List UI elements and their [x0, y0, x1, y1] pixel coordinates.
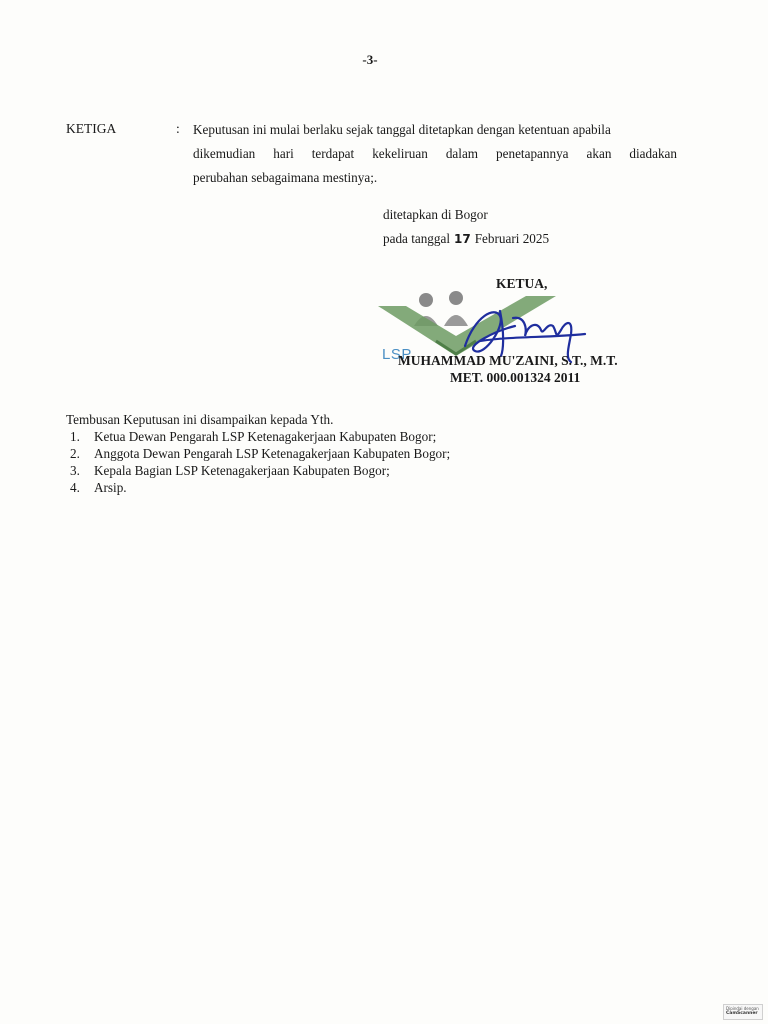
list-item	[70, 462, 450, 479]
list-item-number: 3.	[70, 463, 80, 478]
clause-line: perubahan sebagaimana mestinya;.	[193, 170, 378, 185]
signer-id: MET. 000.001324 2011	[450, 370, 581, 385]
cc-heading: Tembusan Keputusan ini disampaikan kepada Yth.	[66, 412, 334, 427]
clause-line: Keputusan ini mulai berlaku sejak tanggal ditetapkan dengan ketentuan apabila	[193, 122, 611, 137]
seal-text: LSP	[382, 346, 412, 363]
signer-title: KETUA,	[496, 276, 548, 291]
list-item	[70, 479, 450, 496]
clause-colon: :	[176, 121, 180, 136]
enactment-place: ditetapkan di Bogor	[383, 207, 488, 222]
clause-text	[193, 118, 677, 190]
scanner-badge	[723, 1004, 763, 1020]
date-prefix: pada tanggal	[383, 231, 451, 246]
date-rest: Februari 2025	[474, 231, 550, 246]
list-item-text: Ketua Dewan Pengarah LSP Ketenagakerjaan Kabupaten Bogor;	[94, 429, 437, 444]
date-day: 17	[454, 232, 471, 246]
cc-list	[70, 428, 450, 496]
clause-line: dikemudian hari terdapat kekeliruan dalam penetapannya akan diadakan	[193, 146, 677, 161]
list-item-text: Kepala Bagian LSP Ketenagakerjaan Kabupaten Bogor;	[94, 463, 390, 478]
list-item-number: 4.	[70, 480, 80, 495]
signer-name: MUHAMMAD MU'ZAINI, S.T., M.T.	[398, 353, 618, 368]
list-item-number: 1.	[70, 429, 80, 444]
list-item-text: Arsip.	[94, 480, 127, 495]
list-item-number: 2.	[70, 446, 80, 461]
clause-label: KETIGA	[66, 121, 117, 136]
scanner-badge-brand: CamScanner	[726, 1011, 758, 1016]
enactment-date	[383, 231, 549, 247]
list-item-text: Anggota Dewan Pengarah LSP Ketenagakerjaan Kabupaten Bogor;	[94, 446, 451, 461]
list-item	[70, 445, 450, 462]
scanner-badge-line1: Dipindai dengan	[726, 1006, 759, 1011]
list-item	[70, 428, 450, 445]
page-number: -3-	[362, 52, 378, 67]
